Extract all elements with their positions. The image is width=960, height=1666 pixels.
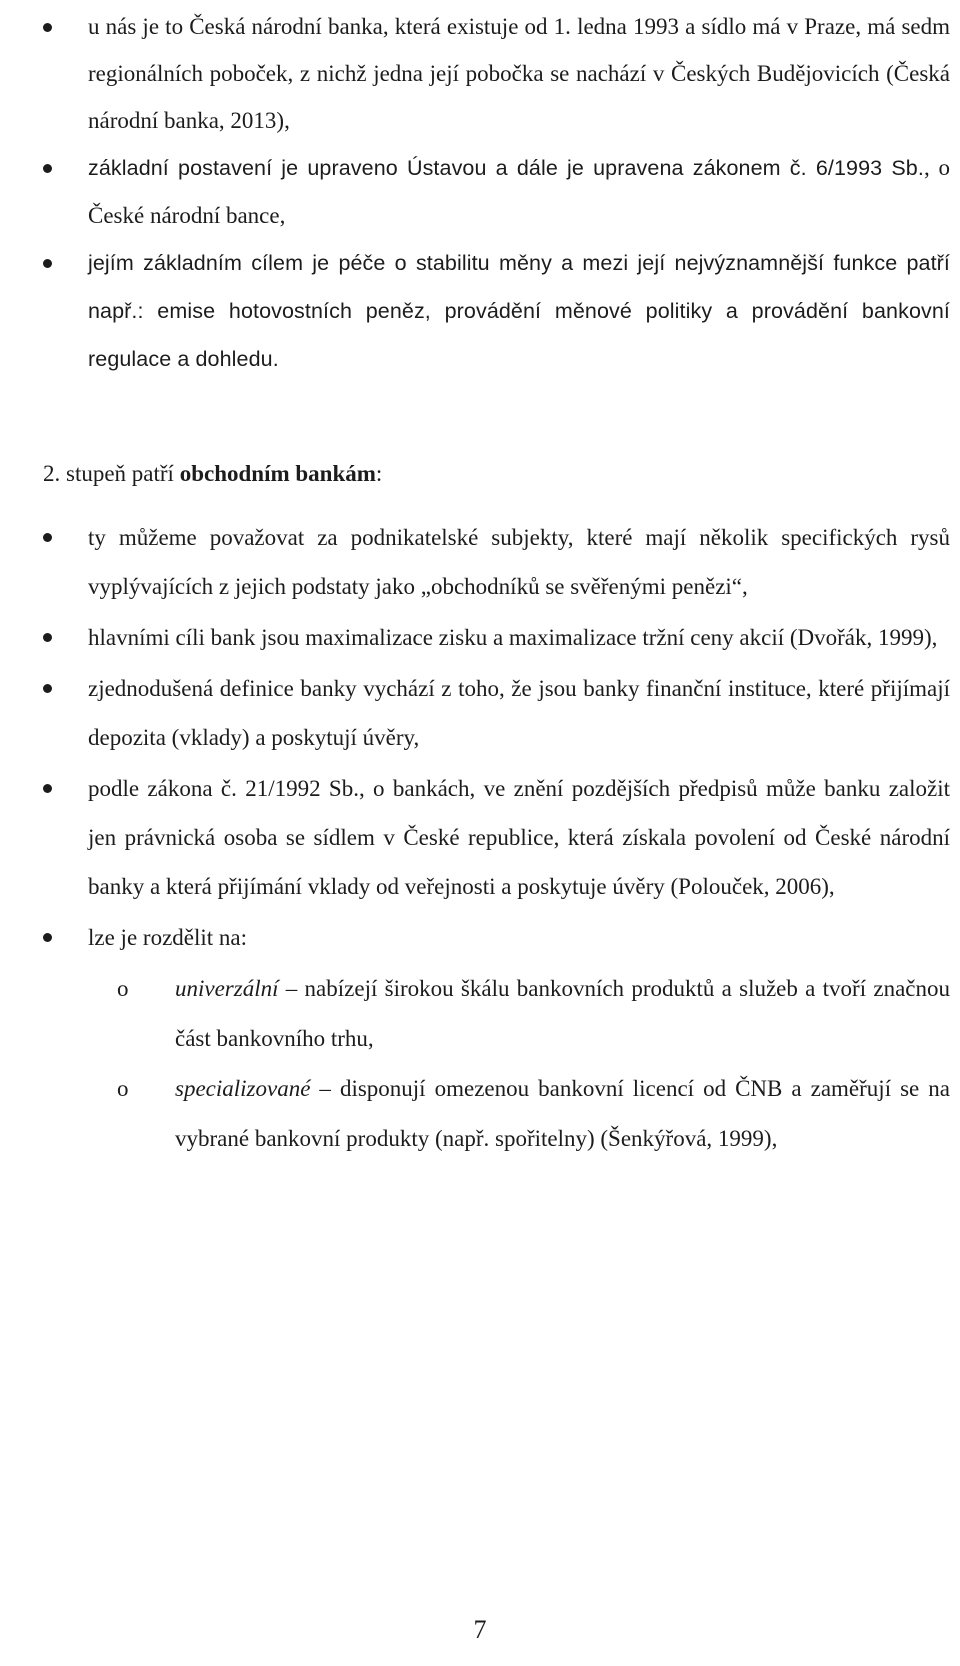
list-item xyxy=(0,764,960,911)
list-item xyxy=(0,613,960,662)
heading-prefix: 2. stupeň patří xyxy=(43,461,180,486)
list-item xyxy=(0,913,960,962)
sub-item-text: – disponují omezenou bankovní licencí od ČNB a zaměřují se na vybrané bankovní produkty (např. spořitelny) (Šenkýřová, 1999), xyxy=(175,1076,950,1151)
cnb-bullet-list xyxy=(0,3,960,383)
bullet-icon xyxy=(43,23,52,32)
bullet-icon xyxy=(43,933,52,942)
sub-bullet-marker: o xyxy=(117,1076,129,1101)
item-text: ty můžeme považovat za podnikatelské subjekty, které mají několik specifických rysů vyplývajících z jejich podstaty jako „obchodníků se svěřenými penězi“, xyxy=(88,525,950,599)
list-item xyxy=(0,664,960,762)
heading-suffix: : xyxy=(375,461,383,486)
sub-item-text: – nabízejí širokou škálu bankovních produktů a služeb a tvoří značnou část bankovního trhu, xyxy=(175,976,950,1051)
item-text: hlavními cíli bank jsou maximalizace zisku a maximalizace tržní ceny akcií (Dvořák, 1999), xyxy=(88,625,938,650)
item-text: , o České národní bance, xyxy=(88,155,951,228)
bullet-icon xyxy=(43,684,52,693)
bullet-icon xyxy=(43,533,52,542)
bullet-icon xyxy=(43,259,52,268)
list-item xyxy=(0,3,960,144)
sub-list-item xyxy=(0,964,960,1064)
bullet-icon xyxy=(43,784,52,793)
bullet-icon xyxy=(43,164,52,173)
sub-bullet-marker: o xyxy=(117,976,129,1001)
item-text: podle zákona č. 21/1992 Sb., o bankách, ve znění pozdějších předpisů může banku založit jen právnická osoba se sídlem v České republice, která získala povolení od České národní banky a která přijímání vklady od veřejnosti a poskytuje úvěry (Polouček, 2006), xyxy=(88,776,950,899)
section-heading xyxy=(43,450,382,497)
item-text: u nás je to Česká národní banka, která existuje od 1. ledna 1993 a sídlo má v Praze, má sedm regionálních poboček, z nichž jedna její pobočka se nachází v Českých Budějovicích (Česká národní banka, 2013), xyxy=(88,14,950,133)
item-text: jejím základním cílem je péče o stabilitu měny a mezi její nejvýznamnější funkce patří např. xyxy=(88,251,950,323)
sub-item-term: specializované xyxy=(175,1076,311,1101)
sub-item-term: univerzální xyxy=(175,976,279,1001)
list-item xyxy=(0,239,960,383)
item-text: lze je rozdělit na: xyxy=(88,925,248,950)
commercial-banks-list xyxy=(0,513,960,1164)
page-number: 7 xyxy=(473,1615,487,1644)
item-text: zjednodušená definice banky vychází z toho, že jsou banky finanční instituce, které přijímají depozita (vklady) a poskytují úvěry, xyxy=(88,676,950,750)
sub-list-item xyxy=(0,1064,960,1164)
item-text: základní postavení je upraveno Ústavou a dále je upravena zákonem č. 6/1993 Sb. xyxy=(88,156,924,180)
bullet-icon xyxy=(43,633,52,642)
item-text: : emise hotovostních peněz, provádění měnové politiky a provádění bankovní regulace a dohledu. xyxy=(88,299,950,371)
list-item xyxy=(0,144,960,239)
list-item xyxy=(0,513,960,611)
heading-bold: obchodním bankám xyxy=(179,461,376,486)
